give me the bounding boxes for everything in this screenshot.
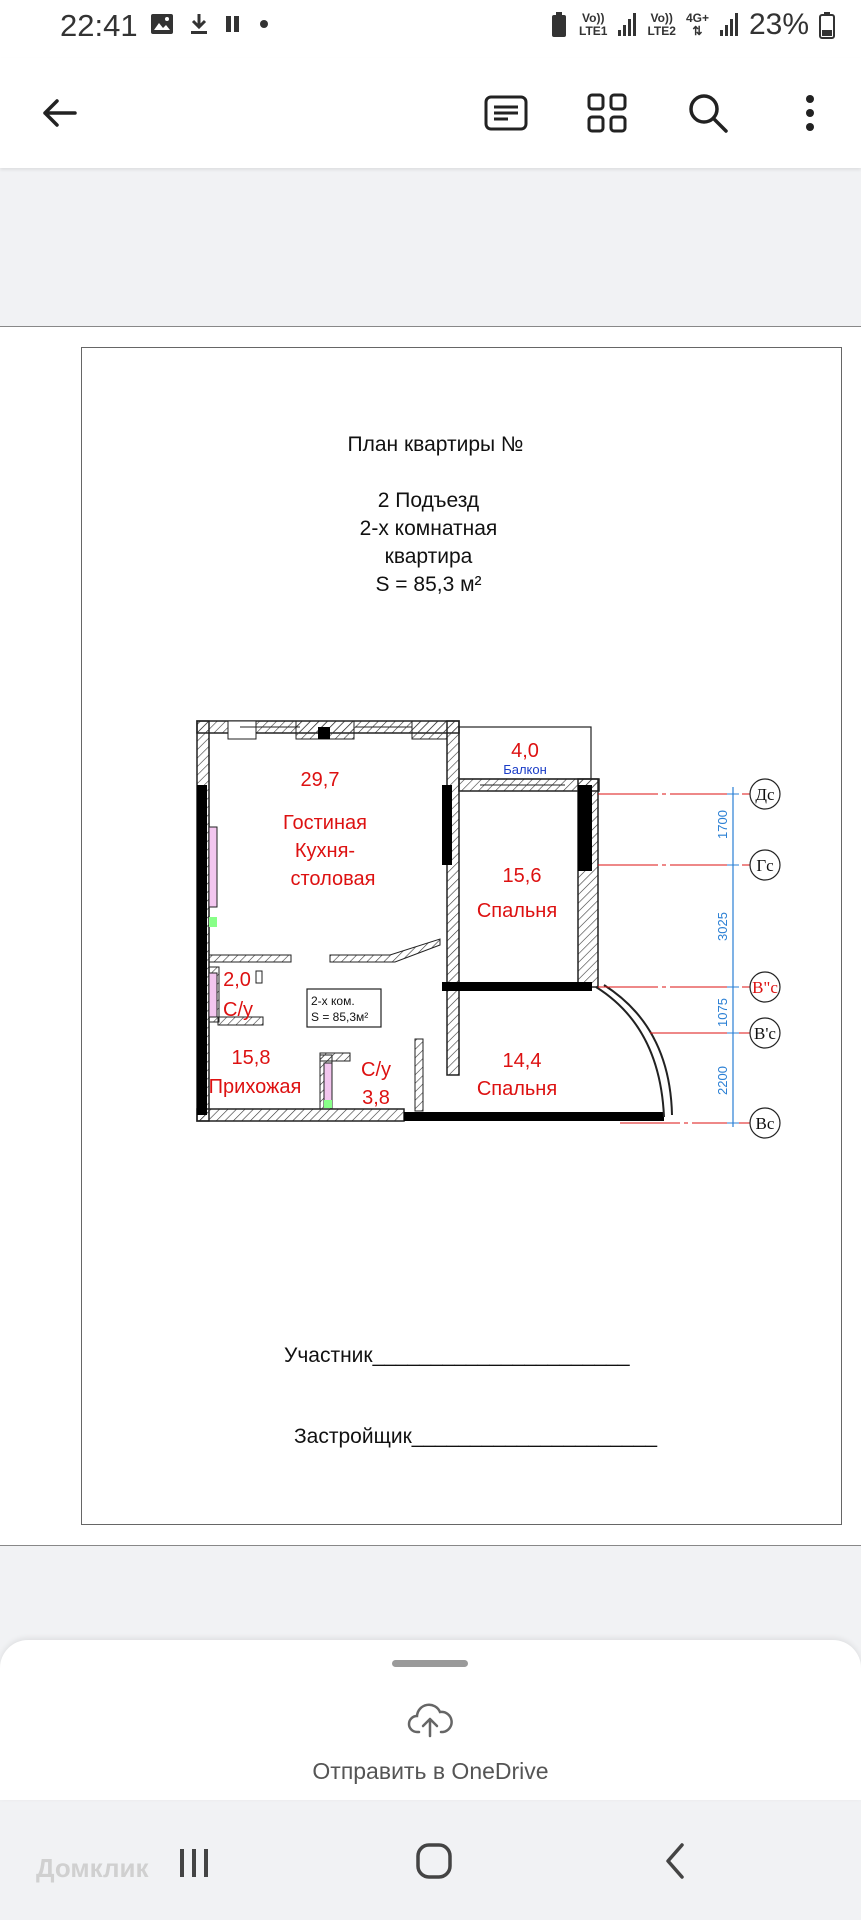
sheet-handle[interactable] <box>392 1660 468 1667</box>
axis-v1s-label: В'с <box>754 1024 776 1043</box>
search-button[interactable] <box>681 86 735 140</box>
bathroom2-label: С/у <box>361 1059 391 1081</box>
home-button[interactable] <box>414 1841 454 1881</box>
recent-apps-icon <box>174 1843 214 1883</box>
dim-1075: 1075 <box>715 998 730 1027</box>
nav-back-button[interactable] <box>656 1841 696 1881</box>
sim1-indicator <box>579 12 607 38</box>
sim1-lte: LTE1 <box>579 24 608 38</box>
pause-icon <box>224 13 244 35</box>
dim-3025: 3025 <box>715 912 730 941</box>
status-bar <box>0 0 861 58</box>
axis-v2s-label: В"с <box>752 978 778 997</box>
onedrive-label[interactable]: Отправить в OneDrive <box>312 1758 549 1784</box>
search-icon <box>687 92 729 134</box>
plan-title: План квартиры № <box>347 433 524 456</box>
living-label-1: Гостиная <box>283 812 367 834</box>
hall-area: 15,8 <box>231 1047 271 1069</box>
bathroom1-area: 2,0 <box>223 969 251 991</box>
developer-line: Застройщик_____________________ <box>294 1425 658 1448</box>
back-icon <box>656 1841 696 1881</box>
entrance-label: 2 Подъезд <box>377 489 480 512</box>
living-area: 29,7 <box>300 769 340 791</box>
status-system-icons <box>549 8 835 42</box>
sim2-volte: Vo)) <box>650 11 673 25</box>
living-label-2: Кухня- <box>294 840 356 862</box>
axis-vs-label: Вс <box>755 1114 775 1133</box>
domclick-watermark: Домклик <box>36 1853 149 1883</box>
bathroom2-area: 3,8 <box>362 1087 390 1109</box>
battery-icon <box>819 11 835 39</box>
text-view-button[interactable] <box>479 86 533 140</box>
network-type <box>686 12 709 38</box>
back-arrow-icon <box>39 93 79 133</box>
axis-lines <box>598 779 780 1138</box>
hall-label: Прихожая <box>208 1076 302 1098</box>
dim-1700: 1700 <box>715 810 730 839</box>
apartment-area: S = 85,3 м² <box>375 573 482 596</box>
signal-icon <box>617 12 637 38</box>
dim-2200: 2200 <box>715 1066 730 1095</box>
document-page[interactable] <box>0 326 861 1546</box>
apartment-type-2: квартира <box>384 545 473 568</box>
download-icon <box>188 12 210 36</box>
participant-line: Участник______________________ <box>284 1344 630 1367</box>
data-arrows-icon: ⇅ <box>692 24 703 38</box>
more-options-button[interactable] <box>783 86 837 140</box>
sim1-volte: Vo)) <box>582 11 605 25</box>
bedroom2-label: Спальня <box>476 1078 558 1100</box>
bedroom1-area: 15,6 <box>502 865 542 887</box>
image-icon <box>150 12 174 36</box>
bedroom2-area: 14,4 <box>502 1050 542 1072</box>
sim2-indicator <box>647 12 675 38</box>
more-options-icon <box>804 93 816 133</box>
grid-view-icon <box>587 93 627 133</box>
signal-icon-2 <box>719 12 739 38</box>
living-label-3: столовая <box>290 868 376 890</box>
dot-icon <box>258 18 270 30</box>
sim2-lte: LTE2 <box>647 24 676 38</box>
bedroom1-label: Спальня <box>476 900 558 922</box>
axis-ds-label: Дс <box>755 785 775 804</box>
status-time: 22:41 <box>60 8 138 43</box>
system-nav-bar <box>0 1803 861 1920</box>
network-label: 4G+ <box>685 11 709 25</box>
recent-apps-button[interactable] <box>174 1843 214 1883</box>
text-view-icon <box>484 95 528 131</box>
apartment-type: 2-х комнатная <box>359 517 498 540</box>
bathroom1-label: С/у <box>223 999 253 1021</box>
viewer-toolbar <box>0 58 861 168</box>
back-button[interactable] <box>32 86 86 140</box>
stamp-line-1: 2-х ком. <box>311 994 355 1008</box>
balcony-area: 4,0 <box>511 740 539 762</box>
balcony-label: Балкон <box>503 762 547 777</box>
status-notification-icons <box>150 12 270 36</box>
cloud-upload-icon <box>407 1700 453 1740</box>
axis-gs-label: Гс <box>756 856 774 875</box>
stamp-line-2: S = 85,3м² <box>311 1010 369 1024</box>
bottom-sheet <box>0 1640 861 1800</box>
battery-percent: 23% <box>748 8 809 41</box>
home-icon <box>414 1841 454 1881</box>
grid-view-button[interactable] <box>580 86 634 140</box>
battery-saver-icon <box>549 11 569 39</box>
